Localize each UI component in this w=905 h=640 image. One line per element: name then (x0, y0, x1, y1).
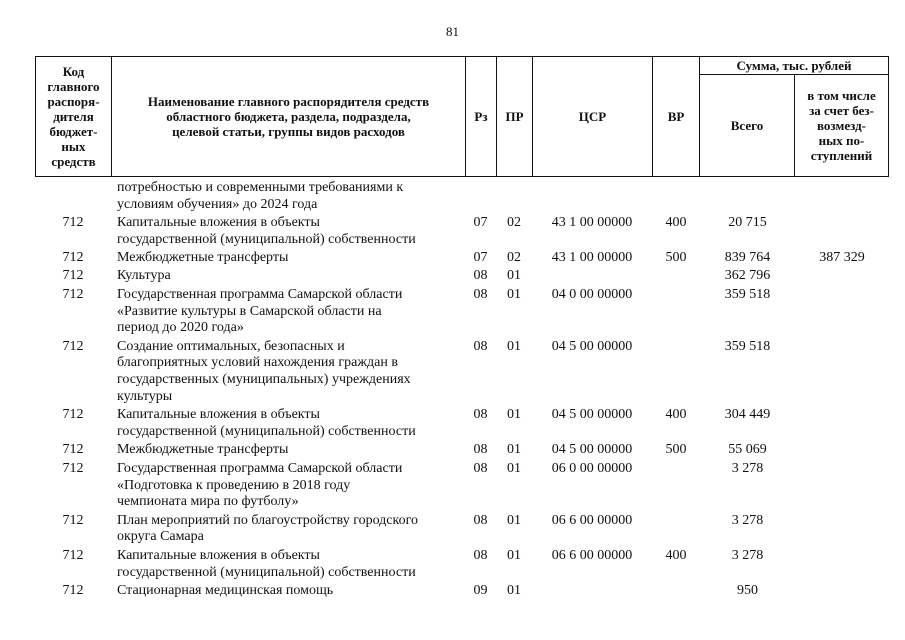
row-free (795, 339, 889, 406)
row-rz: 08 (473, 407, 488, 423)
row-rz: 07 (473, 215, 488, 231)
row-pr: 02 (507, 250, 521, 266)
row-vr (652, 513, 700, 547)
row-code: 712 (62, 268, 84, 284)
row-pr: 01 (507, 512, 521, 528)
row-vr (652, 287, 700, 337)
row-code: 712 (62, 460, 84, 476)
row-free (795, 180, 889, 214)
table-header (35, 56, 889, 177)
row-code: 712 (62, 250, 84, 266)
table-row (35, 461, 889, 511)
row-free: 387 329 (819, 250, 865, 266)
row-total: 304 449 (724, 407, 771, 423)
row-code: 712 (62, 215, 84, 231)
table-row (35, 250, 889, 267)
row-pr (496, 180, 532, 214)
header-sum: Сумма, тыс. рублей (736, 58, 852, 73)
row-pr: 01 (507, 547, 521, 563)
table-row (35, 407, 889, 441)
table-row (35, 268, 889, 285)
row-name: Межбюджетные трансферты (117, 442, 289, 458)
row-rz: 08 (473, 268, 488, 284)
row-rz: 08 (473, 460, 488, 476)
header-csr: ЦСР (578, 109, 607, 124)
row-code: 712 (62, 407, 84, 423)
row-total: 362 796 (724, 268, 771, 284)
row-name: Культура (117, 268, 171, 284)
row-total: 20 715 (728, 215, 767, 231)
row-vr (652, 268, 700, 285)
row-vr: 500 (665, 250, 687, 266)
row-rz: 08 (473, 442, 488, 458)
row-total: 3 278 (731, 460, 764, 476)
row-pr: 01 (507, 582, 521, 598)
row-vr: 500 (665, 442, 687, 458)
header-bottom-rule (35, 176, 889, 177)
row-csr: 04 0 00 00000 (551, 286, 633, 302)
row-rz: 08 (473, 512, 488, 528)
row-name: потребностью и современными требованиями к условиям обучения» до 2024 года (117, 180, 404, 212)
row-name: Стационарная медицинская помощь (117, 582, 334, 598)
table-row (35, 339, 889, 406)
row-pr: 01 (507, 338, 521, 354)
row-rz: 09 (473, 582, 488, 598)
row-free (795, 268, 889, 285)
row-free (795, 442, 889, 459)
row-vr (652, 583, 700, 600)
row-code: 712 (62, 512, 84, 528)
row-rz: 08 (473, 286, 488, 302)
row-pr: 01 (507, 442, 521, 458)
row-name: Межбюджетные трансферты (117, 250, 289, 266)
row-csr: 04 5 00 00000 (551, 338, 633, 354)
row-csr (532, 583, 652, 600)
row-csr: 06 6 00 00000 (551, 547, 633, 563)
table-row (35, 442, 889, 459)
row-csr (532, 180, 652, 214)
row-free (795, 215, 889, 249)
table-row (35, 583, 889, 600)
table-body (35, 180, 889, 630)
header-code: Код главного распоря- дителя бюджет- ных средств (47, 64, 100, 169)
row-csr: 04 5 00 00000 (551, 407, 633, 423)
row-pr: 01 (507, 407, 521, 423)
row-name: Капитальные вложения в объекты государственной (муниципальной) собственности (117, 547, 416, 580)
row-code: 712 (62, 338, 84, 354)
row-vr: 400 (665, 547, 687, 563)
row-csr: 06 0 00 00000 (551, 460, 633, 476)
row-vr: 400 (665, 407, 687, 423)
row-rz (465, 180, 496, 214)
row-total: 55 069 (728, 442, 767, 458)
row-vr (652, 339, 700, 406)
row-free (795, 548, 889, 582)
row-rz: 07 (473, 250, 488, 266)
table-row (35, 180, 889, 214)
header-name: Наименование главного распорядителя средств областного бюджета, раздела, подраздела, целевой статьи, группы видов расходов (147, 94, 430, 139)
row-total: 839 764 (724, 250, 771, 266)
row-code (35, 180, 111, 214)
row-rz: 08 (473, 338, 488, 354)
row-code: 712 (62, 582, 84, 598)
row-code: 712 (62, 286, 84, 302)
row-total: 3 278 (731, 512, 764, 528)
row-total: 359 518 (724, 286, 771, 302)
row-csr: 04 5 00 00000 (551, 442, 633, 458)
header-total: Всего (730, 118, 764, 133)
row-csr: 06 6 00 00000 (551, 512, 633, 528)
row-total (700, 180, 795, 214)
row-free (795, 513, 889, 547)
row-free (795, 287, 889, 337)
table-row (35, 215, 889, 249)
row-code: 712 (62, 442, 84, 458)
row-pr: 01 (507, 460, 521, 476)
row-total: 3 278 (731, 547, 764, 563)
header-pr: ПР (505, 109, 524, 124)
table-row (35, 513, 889, 547)
row-vr: 400 (665, 215, 687, 231)
row-free (795, 407, 889, 441)
header-vr: ВР (667, 109, 685, 124)
page-number: 81 (446, 24, 459, 39)
col-rule (888, 56, 889, 177)
row-pr: 01 (507, 268, 521, 284)
row-total: 359 518 (724, 338, 771, 354)
row-name: Государственная программа Самарской области «Подготовка к проведению в 2018 году чемпионата мира по футболу» (117, 460, 403, 510)
row-name: Государственная программа Самарской области «Развитие культуры в Самарской области на период до 2020 года» (117, 286, 403, 336)
row-free (795, 461, 889, 511)
row-vr (652, 461, 700, 511)
row-name: План мероприятий по благоустройству городского округа Самара (117, 512, 418, 545)
table-row (35, 548, 889, 582)
row-free (795, 583, 889, 600)
row-name: Капитальные вложения в объекты государственной (муниципальной) собственности (117, 407, 416, 440)
table-row (35, 287, 889, 337)
row-csr: 43 1 00 00000 (551, 250, 633, 266)
row-pr: 01 (507, 286, 521, 302)
row-csr: 43 1 00 00000 (551, 215, 633, 231)
row-rz: 08 (473, 547, 488, 563)
row-pr: 02 (507, 215, 521, 231)
row-vr (652, 180, 700, 214)
row-csr (532, 268, 652, 285)
row-total: 950 (737, 582, 758, 598)
row-code: 712 (62, 547, 84, 563)
row-name: Капитальные вложения в объекты государственной (муниципальной) собственности (117, 215, 416, 247)
header-free: в том числе за счет без- возмезд- ных по- ступлений (807, 88, 876, 163)
header-rz: Рз (474, 109, 488, 124)
row-name: Создание оптимальных, безопасных и благоприятных условий нахождения граждан в государственных (муниципальных) учреждениях культуры (117, 338, 411, 405)
